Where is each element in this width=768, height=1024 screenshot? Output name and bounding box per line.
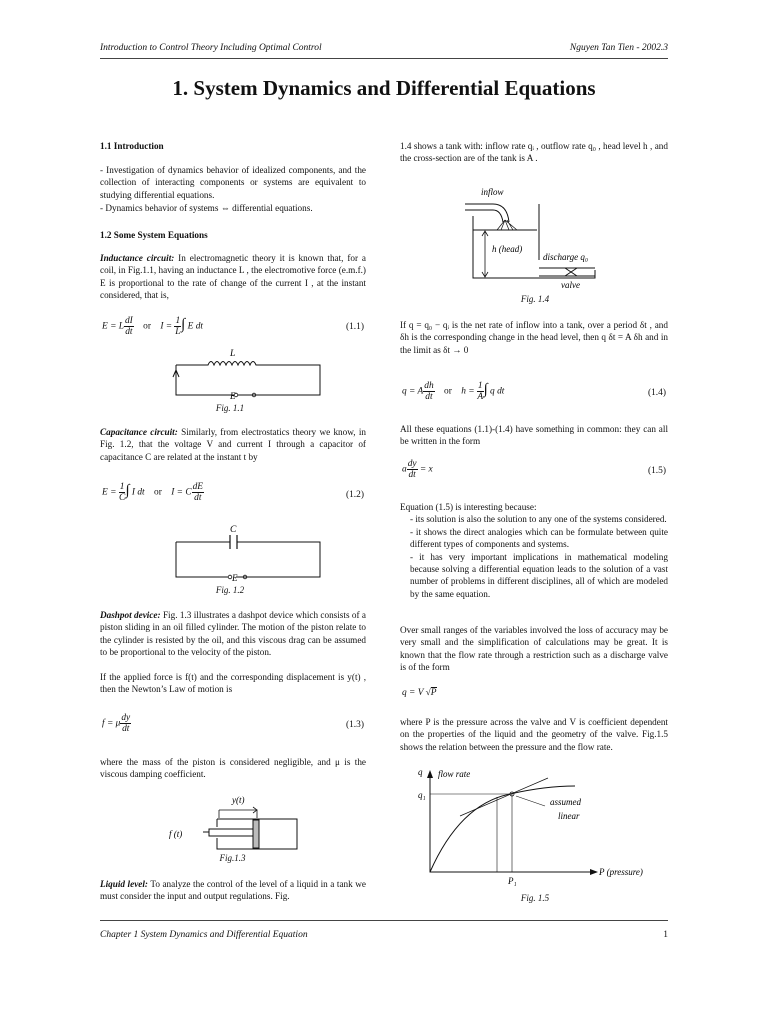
fig-1-3-caption: Fig.1.3 (219, 853, 246, 863)
interest-list (400, 513, 668, 600)
capacitance-paragraph (100, 426, 366, 463)
fig-1-1-circuit (170, 345, 325, 410)
small-ranges-paragraph: Over small ranges of the variables involved the loss of accuracy may be very small and the simplification of calculations may be great. It is known that the flow rate through a restriction such as a discharge valve is of the form (400, 625, 668, 673)
fig-1-2-circuit (170, 522, 325, 584)
intro-paragraph-1: - Investigation of dynamics behavior of idealized components, and the collection of interacting components or systems are equivalent to studying differential equations. (100, 165, 366, 200)
fig1-inductor-label: L (230, 349, 236, 359)
liquid-paragraph (100, 878, 366, 903)
equation-1-4: q = A $\frac{dh}{dt}$ or h = $\frac{1}{A}$ ∫ q dt (402, 381, 505, 402)
interest-item: - it has very important implications in mathematical modeling because solving a differential equation leads to the solution of a vast number of problems in different disciplines, all of which are modeled by the same equation. (410, 551, 668, 599)
capacitance-text: Similarly, from electrostatics theory we know, in Fig. 1.2, that the voltage V and current I through a capacitor of capacitance C are related at the instant t by (100, 427, 366, 462)
inductance-paragraph (100, 252, 366, 302)
eq-number-1-1: (1.1) (346, 322, 364, 332)
header-right: Nguyen Tan Tien - 2002.3 (569, 43, 668, 53)
dashpot-label: Dashpot device: (100, 610, 161, 620)
fig-1-3-dashpot (165, 792, 305, 854)
fig5-linear-label: linear (558, 811, 580, 821)
capacitance-label: Capacitance circuit: (100, 427, 178, 437)
fig-1-1-caption: Fig. 1.1 (215, 403, 245, 413)
equation-1-2: E = $\frac{1}{C}$ ∫ I dt or I = C $\frac{dE}{dt}$ (102, 482, 204, 503)
equation-1-3: f = μ $\frac{dy}{dt}$ (102, 713, 131, 734)
running-footer (100, 930, 668, 940)
intro-paragraph-2: - Dynamics behavior of systems ⇔ differential equations. (100, 203, 313, 213)
after-eq3-paragraph: where the mass of the piston is considered negligible, and μ is the viscous damping coefficient. (100, 757, 366, 780)
liquid-text: To analyze the control of the level of a liquid in a tank we must consider the input and output regulations. Fig. (100, 879, 366, 902)
fig5-q-axis-label: q (418, 767, 423, 777)
header-left: Introduction to Control Theory Including Optimal Control (100, 43, 322, 53)
dashpot-text: Fig. 1.3 illustrates a dashpot device which consists of a piston sliding in an oil filled cylinder. The motion of the piston relate to the cylinder is resisted by the oil, and this viscous drag can be assumed to be proportional to the velocity of the piston. (100, 610, 366, 658)
header-rule (100, 58, 668, 59)
fig1-emf-label: E (230, 391, 236, 401)
fig5-p1-label: P₁ (508, 876, 517, 886)
fig-1-2-caption: Fig. 1.2 (215, 585, 245, 595)
fig5-assumed-label: assumed (550, 797, 581, 807)
fig5-flow-label: flow rate (438, 769, 471, 779)
fig4-head-label: h (head) (492, 244, 523, 254)
page-title: 1. System Dynamics and Differential Equations (172, 76, 596, 100)
fig4-valve-label: valve (561, 280, 580, 290)
net-inflow-paragraph: If q = q₀ − qᵢ is the net rate of inflow into a tank, over a period δt , and δh is the corresponding change in the head level, then q δt = A δh and in the limit as δt → 0 (400, 320, 668, 355)
interest-intro: Equation (1.5) is interesting because: (400, 502, 537, 512)
dashpot-paragraph-2: If the applied force is f(t) and the corresponding displacement is y(t) , then the Newton’s Law of motion is (100, 672, 366, 695)
fig2-emf-label: E (232, 573, 238, 583)
fig5-q1-label: q₁ (418, 790, 426, 800)
fig3-force-label: f (t) (169, 829, 183, 839)
pressure-paragraph: where P is the pressure across the valve and V is coefficient dependent on the properties of the liquid and the geometry of the valve. Fig.1.5 shows the relation between the pressure and the flow rate. (400, 717, 668, 752)
interest-item: - it shows the direct analogies which can be formulate between quite different types of components and systems. (410, 526, 668, 550)
dashpot-paragraph (100, 609, 366, 659)
intro-heading: 1.1 Introduction (100, 141, 164, 151)
common-form-paragraph: All these equations (1.1)-(1.4) have something in common: they can all be written in the form (400, 424, 668, 447)
eq-number-1-4: (1.4) (648, 388, 666, 398)
eq-number-1-3: (1.3) (346, 720, 364, 730)
fig4-discharge-label: discharge q₀ (543, 252, 589, 262)
page-number: 1 (663, 930, 668, 940)
fig-1-5-caption: Fig. 1.5 (520, 893, 550, 903)
equation-1-5: a $\frac{dy}{dt}$ = x (402, 459, 433, 480)
tank-intro-paragraph: 1.4 shows a tank with: inflow rate qᵢ , outflow rate q₀ , head level h , and the cross-section are of the tank is A . (400, 141, 668, 164)
flow-equation: q = V √P (402, 688, 437, 698)
inductance-text: In electromagnetic theory it is known that, for a coil, in Fig.1.1, having an inductance L , the electromotive force (e.m.f.) E is proportional to the rate of change of the current I , at the instant considered, that is, (100, 253, 366, 301)
eq-number-1-5: (1.5) (648, 466, 666, 476)
fig4-inflow-label: inflow (481, 187, 504, 197)
liquid-label: Liquid level: (100, 879, 148, 889)
interest-item: - its solution is also the solution to any one of the systems considered. (410, 514, 667, 525)
fig-1-4-tank (455, 182, 615, 292)
footer-chapter: Chapter 1 System Dynamics and Differential Equation (100, 930, 308, 940)
fig-1-5-graph (400, 764, 668, 894)
fig-1-4-caption: Fig. 1.4 (520, 294, 550, 304)
fig2-capacitor-label: C (230, 525, 237, 535)
eq-number-1-2: (1.2) (346, 490, 364, 500)
footer-rule (100, 920, 668, 921)
inductance-label: Inductance circuit: (100, 253, 175, 263)
equation-1-1: E = L $\frac{dI}{dt}$ or I = $\frac{1}{L}$ ∫ E dt (102, 316, 203, 337)
fig5-pressure-label: P (pressure) (599, 867, 643, 877)
section-heading: 1.2 Some System Equations (100, 230, 208, 240)
fig3-displacement-label: y(t) (232, 795, 245, 805)
running-header (100, 43, 668, 53)
equation-interest-block (400, 501, 668, 600)
